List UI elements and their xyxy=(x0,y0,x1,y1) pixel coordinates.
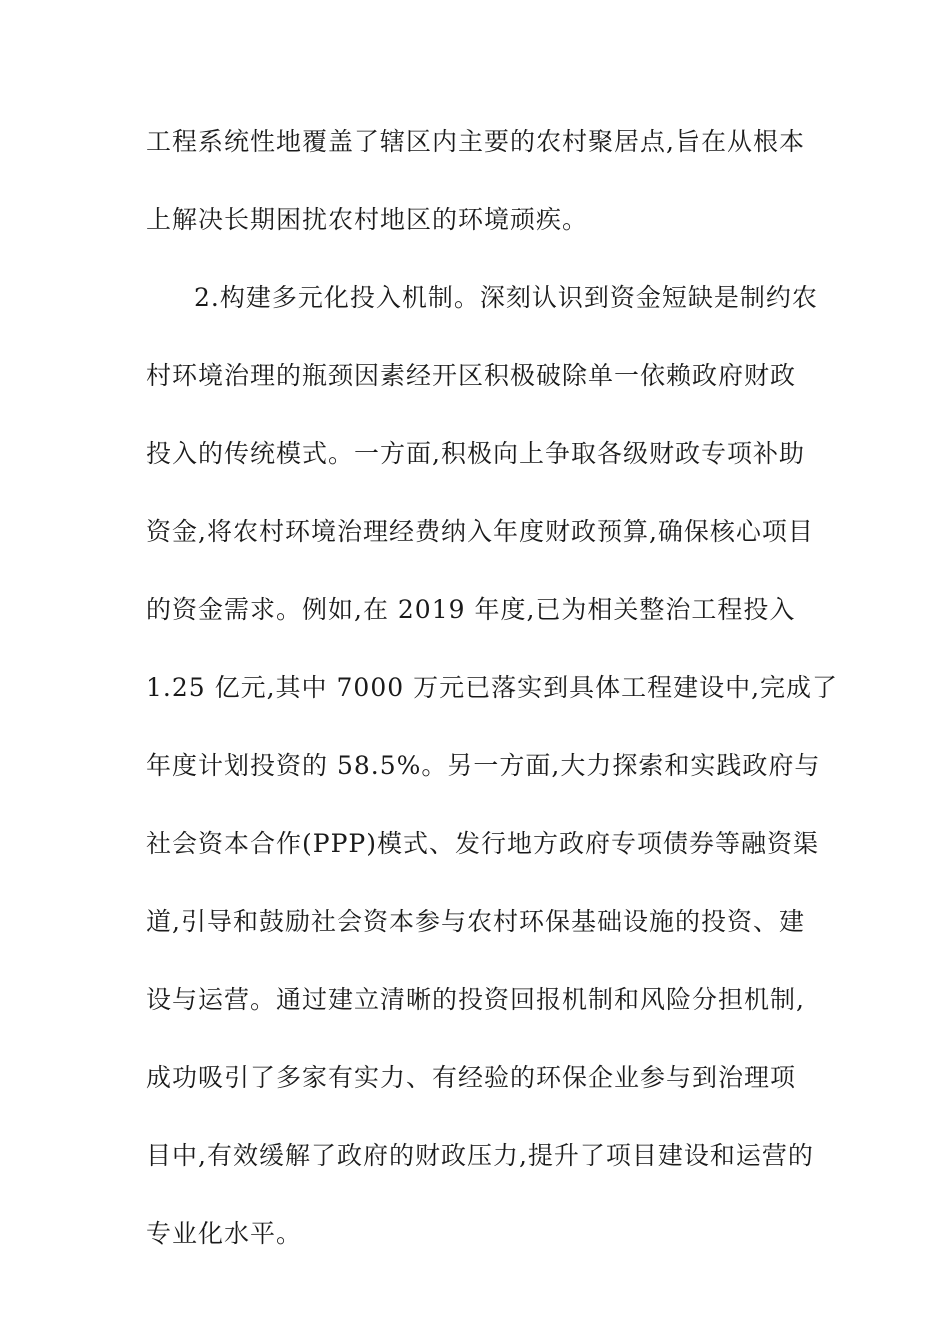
text-line: 目中,有效缓解了政府的财政压力,提升了项目建设和运营的 xyxy=(146,1141,814,1170)
text-line: 设与运营。通过建立清晰的投资回报机制和风险分担机制, xyxy=(146,985,805,1014)
body-text xyxy=(146,116,839,1286)
section-heading-line: 2.构建多元化投入机制。深刻认识到资金短缺是制约农 xyxy=(194,283,818,312)
text-line: 成功吸引了多家有实力、有经验的环保企业参与到治理项 xyxy=(146,1063,797,1092)
text-line: 投入的传统模式。一方面,积极向上争取各级财政专项补助 xyxy=(146,439,805,468)
text-line: 上解决长期困扰农村地区的环境顽疾。 xyxy=(146,205,589,234)
text-line: 社会资本合作(PPP)模式、发行地方政府专项债券等融资渠 xyxy=(146,829,819,858)
text-line: 年度计划投资的 58.5%。另一方面,大力探索和实践政府与 xyxy=(146,751,821,780)
text-line: 村环境治理的瓶颈因素经开区积极破除单一依赖政府财政 xyxy=(146,361,797,390)
text-line: 资金,将农村环境治理经费纳入年度财政预算,确保核心项目 xyxy=(146,517,814,546)
text-line: 的资金需求。例如,在 2019 年度,已为相关整治工程投入 xyxy=(146,595,796,624)
text-line: 1.25 亿元,其中 7000 万元已落实到具体工程建设中,完成了 xyxy=(146,673,839,702)
text-line: 专业化水平。 xyxy=(146,1219,303,1248)
text-line: 道,引导和鼓励社会资本参与农村环保基础设施的投资、建 xyxy=(146,907,805,936)
text-line: 工程系统性地覆盖了辖区内主要的农村聚居点,旨在从根本 xyxy=(146,127,805,156)
